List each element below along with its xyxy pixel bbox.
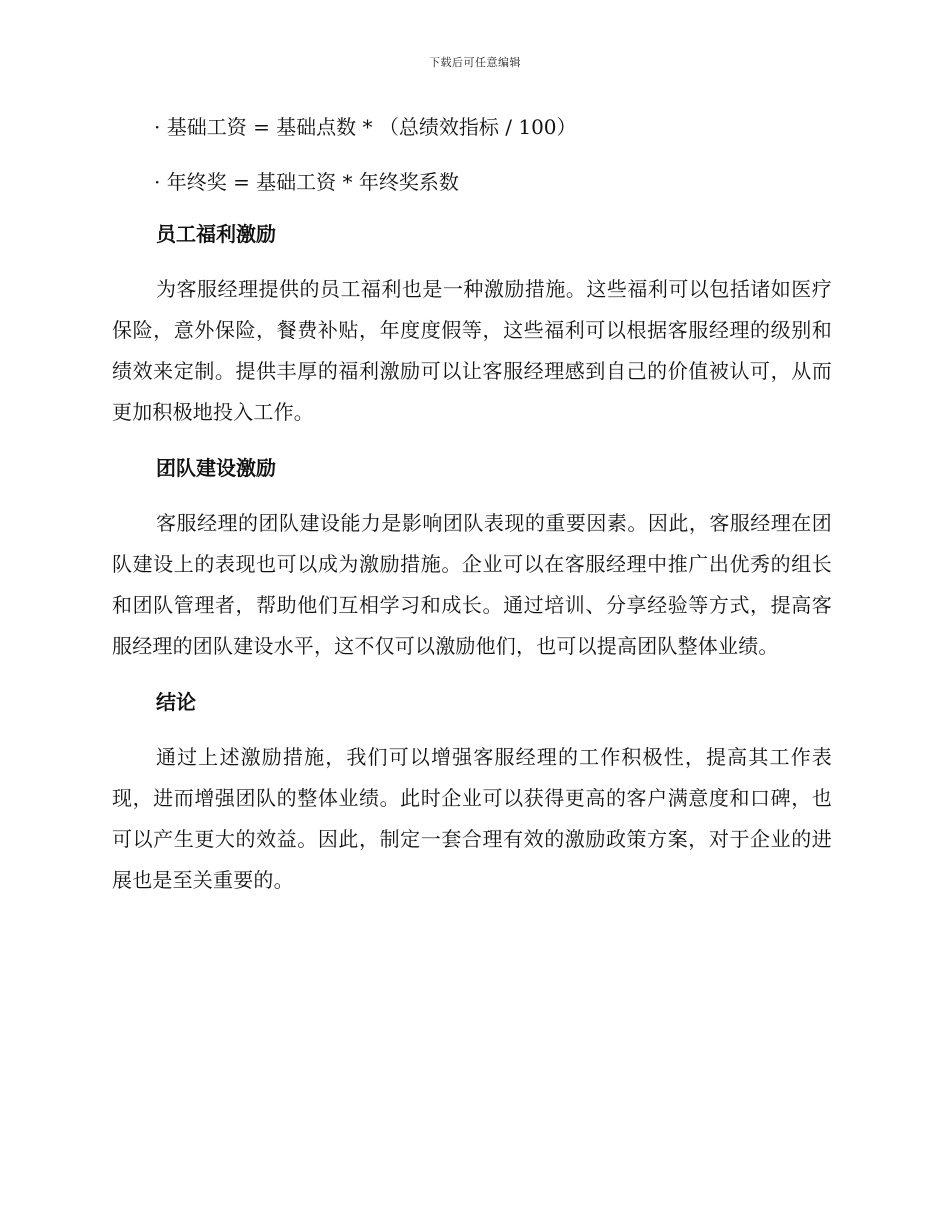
section-heading-welfare: 员工福利激励: [156, 222, 276, 246]
page-header: 下载后可任意编辑: [429, 56, 521, 69]
section-paragraph-welfare: 为客服经理提供的员工福利也是一种激励措施。这些福利可以包括诸如医疗保险，意外保险，餐费补贴，年度度假等，这些福利可以根据客服经理的级别和绩效来定制。提供丰厚的福利激励可以让客服经理感到自己的价值被认可，从而更加积极地投入工作。: [112, 277, 832, 424]
formula-year-end-bonus: · 年终奖 = 基础工资 * 年终奖系数: [154, 170, 459, 194]
section-heading-team-building: 团队建设激励: [156, 456, 276, 480]
section-paragraph-conclusion: 通过上述激励措施，我们可以增强客服经理的工作积极性，提高其工作表现，进而增强团队的整体业绩。此时企业可以获得更高的客户满意度和口碑，也可以产生更大的效益。因此，制定一套合理有效的激励政策方案，对于企业的进展也是至关重要的。: [112, 745, 832, 892]
section-heading-conclusion: 结论: [156, 690, 196, 714]
formula-base-salary: · 基础工资 = 基础点数 * （总绩效指标 / 100）: [154, 115, 577, 139]
document-body: [112, 112, 832, 921]
section-paragraph-team-building: 客服经理的团队建设能力是影响团队表现的重要因素。因此，客服经理在团队建设上的表现也可以成为激励措施。企业可以在客服经理中推广出优秀的组长和团队管理者，帮助他们互相学习和成长。通过培训、分享经验等方式，提高客服经理的团队建设水平，这不仅可以激励他们，也可以提高团队整体业绩。: [112, 511, 832, 658]
